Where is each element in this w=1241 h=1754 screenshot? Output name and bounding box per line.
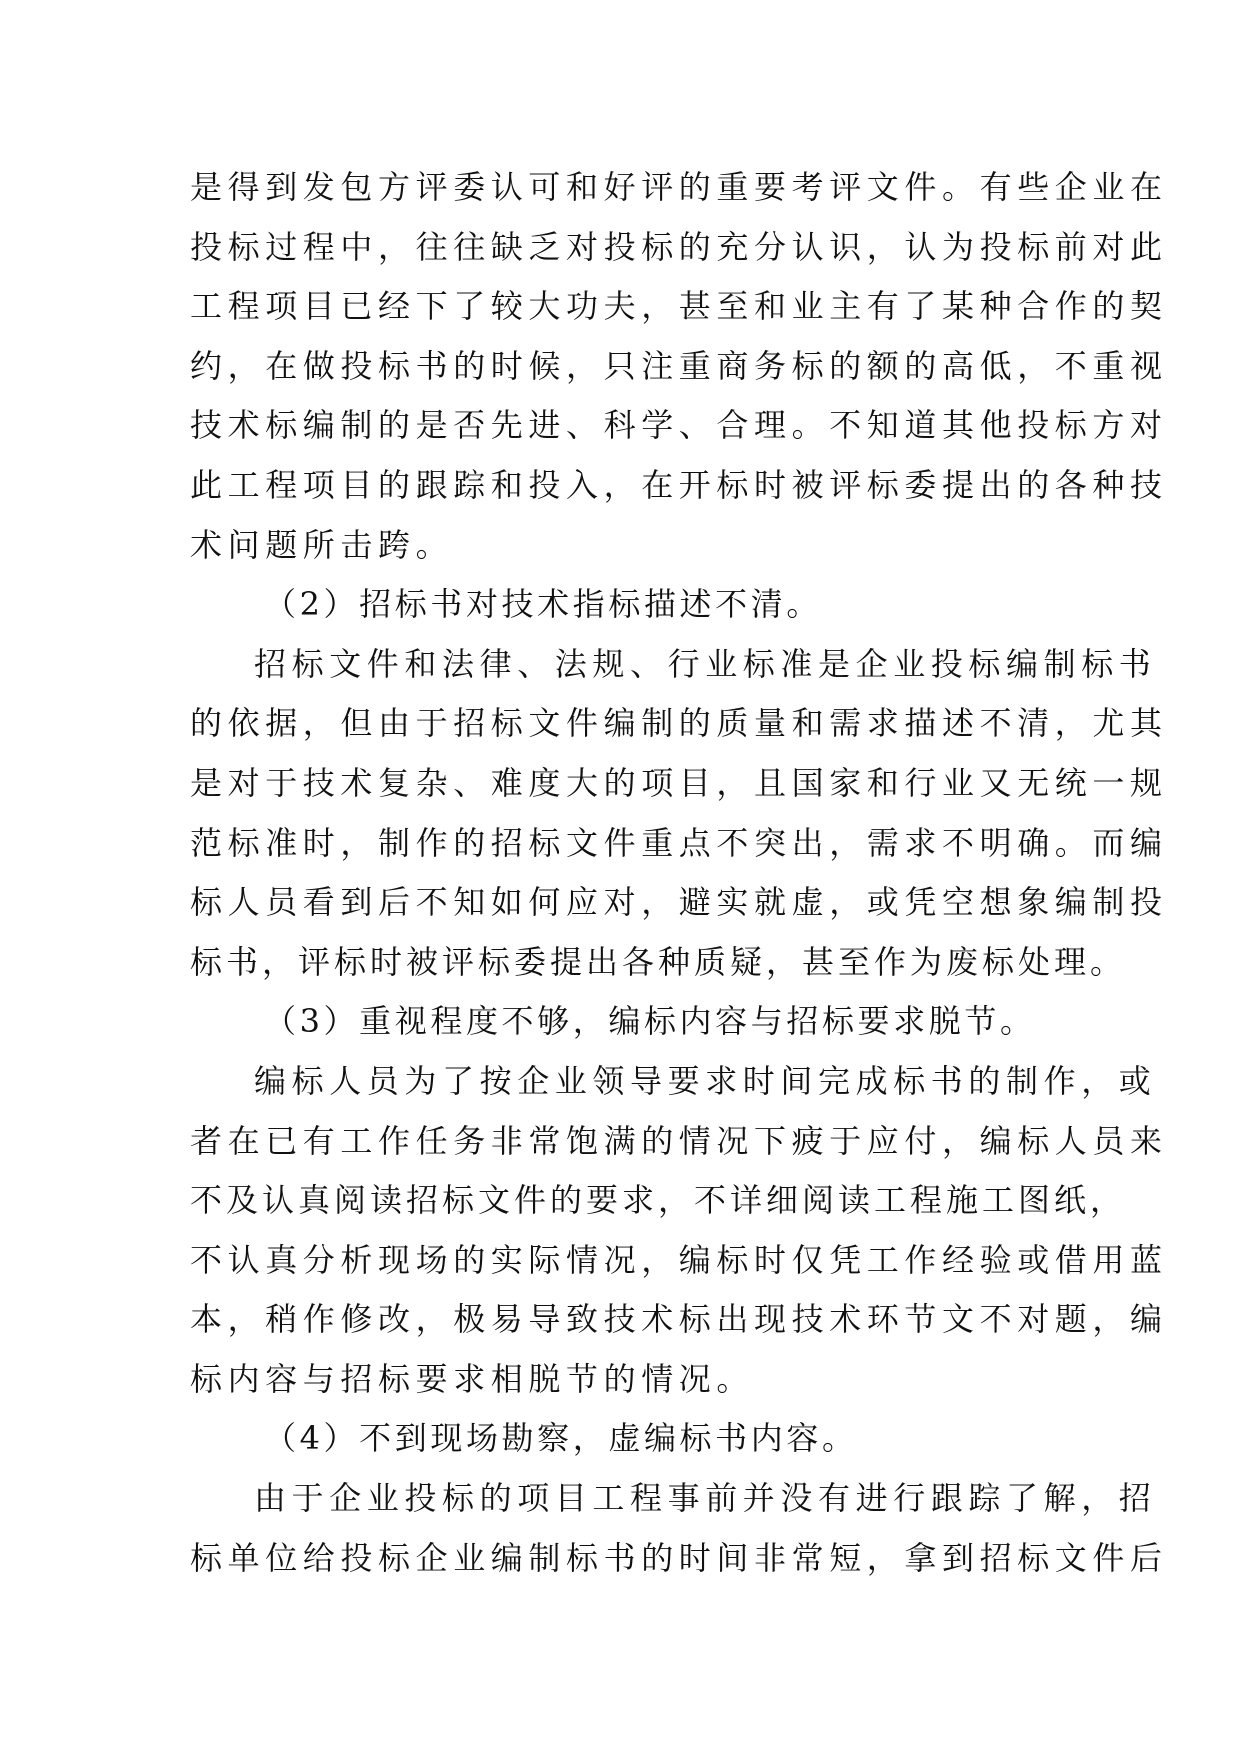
text-line: 约，在做投标书的时候，只注重商务标的额的高低，不重视 [190, 346, 1168, 385]
body-text [190, 158, 1168, 1588]
text-line: 标内容与招标要求相脱节的情况。 [190, 1359, 755, 1398]
section-heading: （2）招标书对技术指标描述不清。 [264, 585, 822, 624]
text-line: 标单位给投标企业编制标书的时间非常短，拿到招标文件后 [190, 1538, 1168, 1577]
text-line: 标书，评标时被评标委提出各种质疑，甚至作为废标处理。 [190, 942, 1127, 981]
text-line: 不及认真阅读招标文件的要求，不详细阅读工程施工图纸， [190, 1181, 1127, 1220]
text-line: 技术标编制的是否先进、科学、合理。不知道其他投标方对 [190, 406, 1168, 445]
paragraph-first-line: 编标人员为了按企业领导要求时间完成标书的制作，或 [254, 1061, 1157, 1100]
text-line: 标人员看到后不知如何应对，避实就虚，或凭空想象编制投 [190, 883, 1168, 922]
text-line: 是得到发包方评委认可和好评的重要考评文件。有些企业在 [190, 168, 1168, 206]
text-line: 此工程项目的跟踪和投入，在开标时被评标委提出的各种技 [190, 465, 1168, 504]
section-heading: （3）重视程度不够，编标内容与招标要求脱节。 [264, 1002, 1036, 1041]
text-line: 术问题所击跨。 [190, 525, 454, 564]
text-line: 投标过程中，往往缺乏对投标的充分认识，认为投标前对此 [190, 227, 1168, 266]
text-line: 工程项目已经下了较大功夫，甚至和业主有了某种合作的契 [190, 287, 1168, 326]
text-line: 者在已有工作任务非常饱满的情况下疲于应付，编标人员来 [190, 1121, 1168, 1160]
text-line: 不认真分析现场的实际情况，编标时仅凭工作经验或借用蓝 [190, 1240, 1168, 1279]
text-line: 的依据，但由于招标文件编制的质量和需求描述不清，尤其 [190, 704, 1168, 743]
paragraph-first-line: 招标文件和法律、法规、行业标准是企业投标编制标书 [254, 644, 1157, 683]
text-line: 本，稍作修改，极易导致技术标出现技术环节文不对题，编 [190, 1300, 1168, 1339]
section-heading: （4）不到现场勘察，虚编标书内容。 [264, 1419, 858, 1458]
text-line: 范标准时，制作的招标文件重点不突出，需求不明确。而编 [190, 823, 1168, 862]
text-line: 是对于技术复杂、难度大的项目，且国家和行业又无统一规 [190, 763, 1168, 802]
paragraph-first-line: 由于企业投标的项目工程事前并没有进行跟踪了解，招 [254, 1479, 1157, 1518]
